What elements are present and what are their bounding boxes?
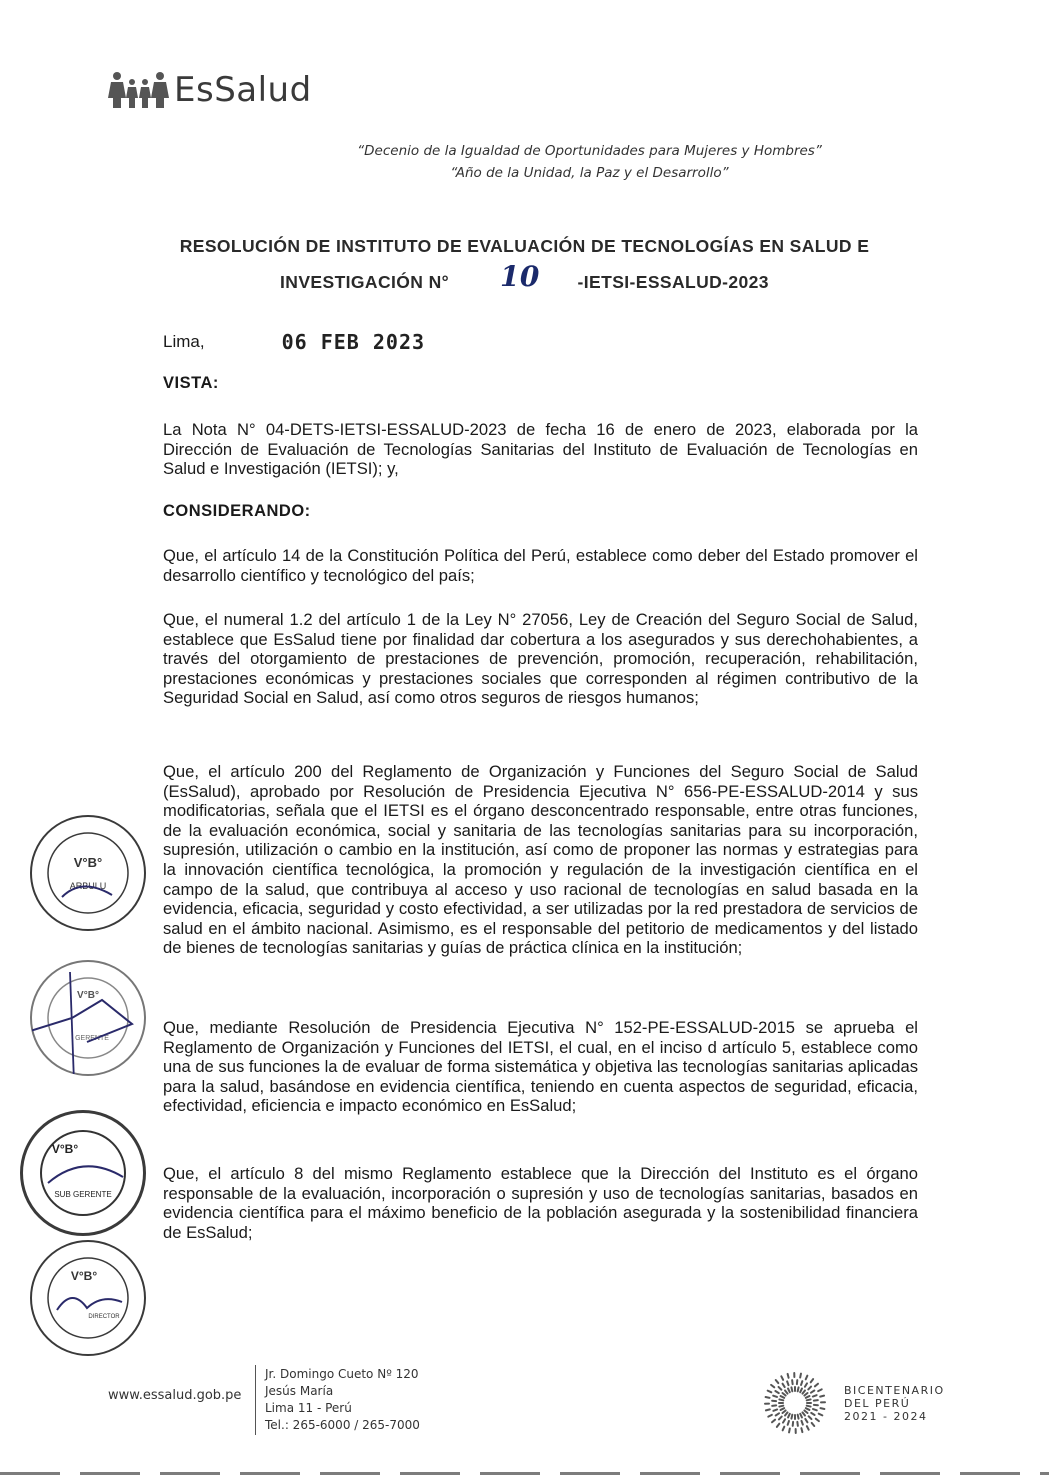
address-line-3: Lima 11 - Perú: [265, 1401, 352, 1415]
sunburst-ray: [771, 1385, 774, 1387]
seal-icon: [32, 962, 144, 1074]
title-line-1: RESOLUCIÓN DE INSTITUTO DE EVALUACIÓN DE TECNOLOGÍAS EN SALUD E: [179, 236, 870, 256]
sunburst-ray: [805, 1383, 807, 1386]
seal-icon: [23, 1113, 143, 1233]
address-line-1: Jr. Domingo Cueto Nº 120: [265, 1367, 419, 1381]
sunburst-ray: [781, 1408, 785, 1410]
sunburst-ray: [788, 1421, 789, 1425]
stamp-direccion-ietsi: [30, 1240, 146, 1356]
sunburst-ray: [768, 1391, 772, 1393]
bicentenario-logo: [760, 1368, 945, 1438]
considerando-paragraph-1: Que, el artículo 14 de la Constitución Política del Perú, establece como deber del Estado promover el desarrollo científico y tecnológico del país;: [163, 546, 918, 585]
sunburst-ray: [788, 1389, 790, 1393]
considerando-paragraph-4: Que, mediante Resolución de Presidencia Ejecutiva N° 152-PE-ESSALUD-2015 se aprueba el Reglamento de Organización y Funciones del IETSI, el cual, en el inciso d artículo 5, establece como una de sus funciones la de evaluar de forma sistemática y objetiva las tecnologías sanitarias aplicadas para la salud, basándose en evidencia científica, teniendo en cuenta aspectos de seguridad, eficacia, efectividad, eficiencia e impacto económico en EsSalud;: [163, 1018, 918, 1116]
sunburst-ray: [791, 1415, 792, 1419]
stamp-4-sub: DIRECTOR: [88, 1314, 120, 1320]
title-line-2: [0, 260, 1049, 293]
sunburst-ray: [788, 1374, 789, 1378]
sunburst-ray: [802, 1412, 804, 1415]
sunburst-ray: [788, 1414, 790, 1418]
date-place: Lima,: [163, 332, 205, 351]
stamp-2-sub: GERENTE: [75, 1035, 109, 1042]
sunburst-ray: [813, 1395, 817, 1396]
seal-icon: [32, 1242, 144, 1354]
sunburst-ray: [820, 1396, 824, 1397]
footer-url: www.essalud.gob.pe: [108, 1388, 242, 1403]
sunburst-ray: [773, 1409, 777, 1410]
sunburst-ray: [779, 1387, 782, 1390]
sunburst-ray: [800, 1414, 802, 1418]
resolution-title: [0, 236, 1049, 293]
sunburst-ray: [804, 1393, 807, 1395]
sunburst-ray: [805, 1419, 807, 1422]
title-prefix: INVESTIGACIÓN N°: [280, 272, 450, 292]
sunburst-ray: [789, 1428, 790, 1432]
date-stamp: 06 FEB 2023: [281, 330, 426, 354]
sunburst-ray: [807, 1399, 811, 1400]
sunburst-ray: [779, 1406, 783, 1407]
sunburst-ray: [820, 1408, 824, 1409]
sunburst-ray: [808, 1387, 811, 1390]
sunburst-ray: [818, 1389, 822, 1391]
sunburst-ray: [783, 1419, 785, 1422]
footer-divider: [255, 1365, 256, 1435]
sunburst-ray: [776, 1413, 779, 1415]
bicentenario-text: [844, 1384, 945, 1423]
sunburst-ray: [815, 1384, 818, 1387]
sunburst-ray: [812, 1423, 815, 1426]
bicentenario-line-1: BICENTENARIO: [844, 1383, 945, 1397]
sunburst-ray: [807, 1426, 809, 1430]
sunburst-ray: [787, 1381, 788, 1385]
sunburst-ray: [775, 1391, 778, 1393]
sunburst-ray: [804, 1410, 807, 1412]
address-line-4: Tel.: 265-6000 / 265-7000: [265, 1418, 420, 1432]
sunburst-ray: [772, 1420, 775, 1423]
stamp-1-label: V°B°: [73, 855, 103, 870]
sunburst-ray: [781, 1396, 785, 1398]
sunburst-ray: [785, 1412, 787, 1415]
stamp-4-label: V°B°: [70, 1269, 98, 1283]
sunburst-ray: [801, 1421, 802, 1425]
family-icon: [108, 70, 170, 110]
sunburst-ray: [782, 1393, 785, 1395]
sunburst-ray: [783, 1427, 785, 1431]
stamp-1-sub: ARBULU: [69, 881, 107, 891]
stamp-productos-farmaceuticos: [20, 1110, 146, 1236]
sunburst-ray: [783, 1384, 785, 1387]
motto-anio: “Año de la Unidad, la Paz y el Desarrollo”: [450, 165, 729, 181]
date-row: [163, 330, 425, 354]
bottom-scan-edge: [0, 1472, 1049, 1475]
address-line-2: Jesús María: [265, 1384, 334, 1398]
sunburst-ray: [811, 1413, 814, 1415]
essalud-logo: [108, 70, 312, 110]
sunburst-ray: [811, 1379, 813, 1382]
sunburst-icon: [760, 1368, 830, 1438]
sunburst-ray: [816, 1419, 819, 1421]
sunburst-ray: [819, 1414, 823, 1416]
motto-decenio: “Decenio de la Igualdad de Oportunidades para Mujeres y Hombres”: [357, 143, 822, 159]
sunburst-ray: [798, 1415, 799, 1419]
sunburst-ray: [802, 1390, 804, 1393]
sunburst-ray: [776, 1380, 779, 1383]
stamp-evaluacion-tecnologias: [30, 960, 146, 1076]
sunburst-ray: [801, 1381, 802, 1385]
sunburst-ray: [782, 1410, 785, 1412]
bicentenario-line-2: DEL PERÚ: [844, 1396, 911, 1410]
vista-heading: VISTA:: [163, 374, 219, 392]
sunburst-ray: [809, 1416, 812, 1419]
sunburst-ray: [777, 1424, 779, 1427]
sunburst-ray: [800, 1389, 802, 1393]
sunburst-ray: [779, 1399, 783, 1400]
sunburst-ray: [781, 1376, 783, 1380]
sunburst-ray: [807, 1406, 811, 1407]
sunburst-ray: [766, 1397, 770, 1398]
sunburst-ray: [779, 1417, 782, 1420]
considerando-paragraph-3: Que, el artículo 200 del Reglamento de Organización y Funciones del Seguro Social de Salud (EsSalud), aprobado por Resolución de Presidencia Ejecutiva N° 656-PE-ESSALUD-2014 y sus modificatorias, señala que el IETSI es el órgano desconcentrado responsable, entre otras funciones, de la evaluación económica, social y sanitaria de las tecnologías sanitarias para su incorporación, supresión, utilización o cambio en la institución, así como de proponer las normas y estrategias para la innovación científica tecnológica, la promoción y regulación de la investigación científica en el campo de la salud, que contribuya al acceso y uso racional de tecnologías en salud basada en la evidencia, eficacia, seguridad y costo efectividad, a ser utilizadas por la red prestadora de servicios de salud en el ámbito nacional. Asimismo, es el responsable del petitorio de medicamentos y del listado de bienes de tecnologías sanitarias y guías de práctica clínica en la institución;: [163, 762, 918, 958]
title-suffix: -IETSI-ESSALUD-2023: [577, 272, 769, 292]
bicentenario-line-3: 2021 - 2024: [844, 1409, 928, 1423]
logo-text: EsSalud: [174, 70, 312, 110]
sunburst-ray: [806, 1396, 810, 1398]
sunburst-ray: [791, 1387, 792, 1391]
sunburst-ray: [806, 1408, 810, 1410]
sunburst-ray: [801, 1428, 802, 1432]
stamp-3-sub: SUB GERENTE: [54, 1190, 112, 1199]
considerando-paragraph-5: Que, el artículo 8 del mismo Reglamento establece que la Dirección del Instituto es el órgano responsable de la evaluación, incorporación o supresión y uso de tecnologías sanitarias, basados en evidencia científica para el máximo beneficio de la población asegurada y la sostenibilidad financiera de EsSalud;: [163, 1164, 918, 1242]
sunburst-ray: [811, 1391, 814, 1393]
footer-address: [265, 1366, 420, 1434]
sunburst-ray: [773, 1396, 777, 1397]
stamp-2-label: V°B°: [77, 990, 99, 1001]
stamp-3-label: V°B°: [51, 1142, 79, 1156]
sunburst-ray: [800, 1374, 801, 1378]
vista-text: La Nota N° 04-DETS-IETSI-ESSALUD-2023 de fecha 16 de enero de 2023, elaborada por la Dirección de Evaluación de Tecnologías Sanitarias del Instituto de Evaluación de Tecnologías en Salud e Investigación (IETSI); y,: [163, 420, 918, 479]
sunburst-ray: [798, 1387, 799, 1391]
stamp-asesoria-juridica: [30, 815, 146, 931]
sunburst-ray: [768, 1415, 772, 1417]
mottos: [0, 143, 1049, 187]
sunburst-ray: [785, 1390, 787, 1393]
considerando-paragraph-2: Que, el numeral 1.2 del artículo 1 de la Ley N° 27056, Ley de Creación del Seguro Social de Salud, establece que EsSalud tiene por finalidad dar cobertura a los asegurados y sus derechohabientes, a través del otorgamiento de prestaciones de prevención, promoción, recuperación, rehabilitación, prestaciones económicas y prestaciones sociales que corresponden al régimen contributivo de la Seguridad Social en Salud, así como otros seguros de riesgos humanos;: [163, 610, 918, 708]
sunburst-ray: [766, 1409, 770, 1410]
sunburst-ray: [813, 1409, 817, 1410]
seal-icon: [32, 817, 144, 929]
sunburst-ray: [806, 1376, 808, 1380]
considerando-heading: CONSIDERANDO:: [163, 502, 311, 520]
handwritten-number: 10: [500, 260, 540, 293]
